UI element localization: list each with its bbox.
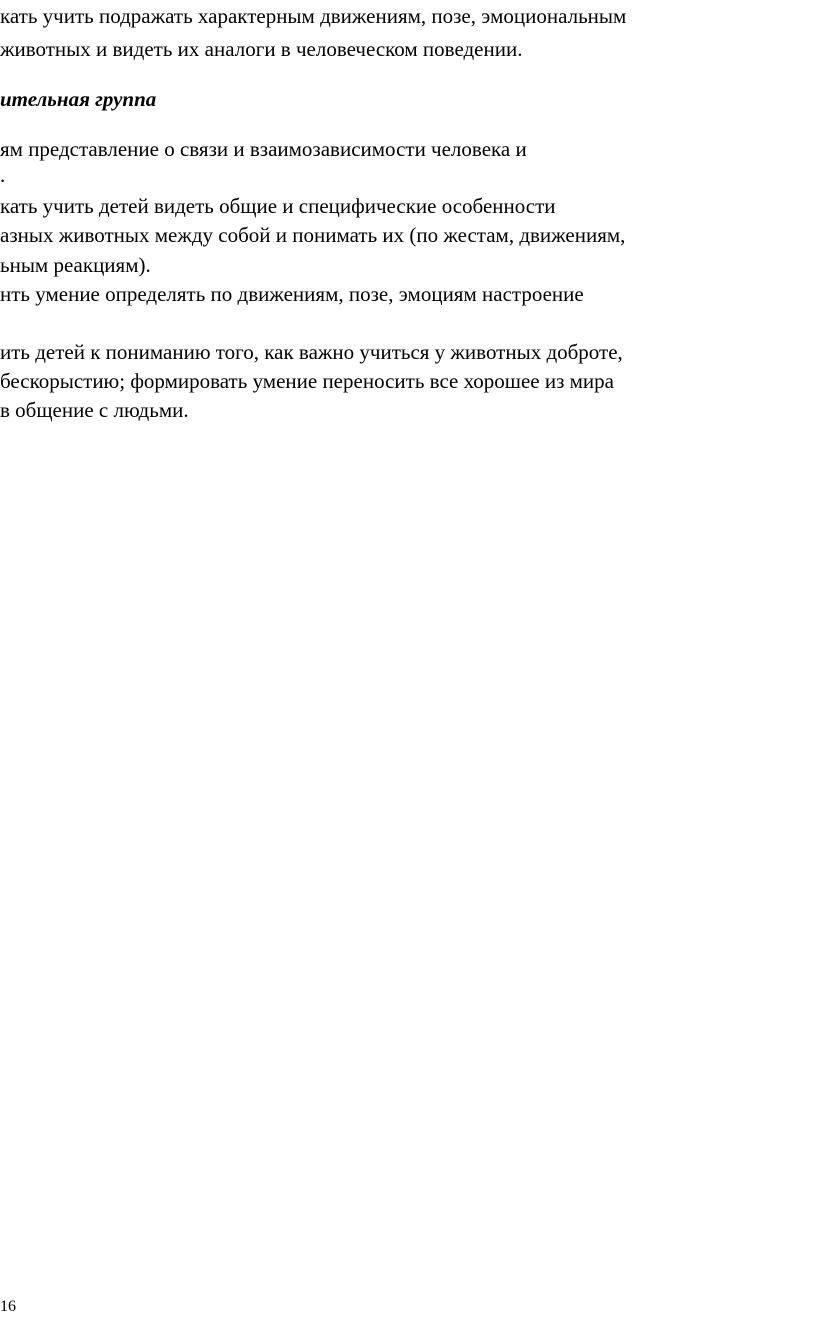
text-line: ям представление о связи и взаимозависимости человека и [0,137,527,161]
text-line: нть умение определять по движениям, позе, эмоциям настроение [0,282,584,306]
section-heading: ительная группа [0,87,157,111]
text-line: кать учить детей видеть общие и специфические особенности [0,194,556,218]
text-line: в общение с людьми. [0,398,189,422]
text-line: кать учить подражать характерным движениям, позе, эмоциональным [0,4,627,28]
page-number: 16 [0,1298,16,1315]
text-line: азных животных между собой и понимать их (по жестам, движениям, [0,223,626,247]
text-line: животных и видеть их аналоги в человеческом поведении. [0,37,523,61]
text-line: . [0,163,6,187]
text-line: ить детей к пониманию того, как важно учиться у животных доброте, [0,340,623,364]
text-line: бескорыстию; формировать умение переносить все хорошее из мира [0,369,614,393]
text-line: ьным реакциям). [0,253,151,277]
